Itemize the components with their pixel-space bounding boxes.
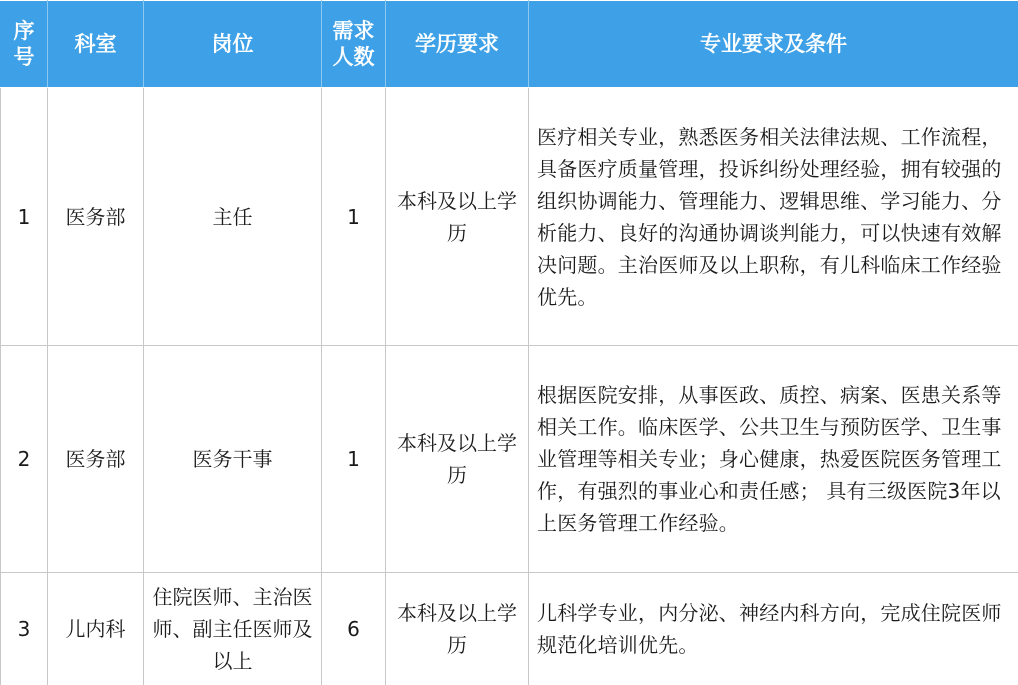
header-edu: 学历要求	[386, 1, 529, 88]
cell-num: 1	[322, 88, 386, 346]
cell-req: 儿科学专业，内分泌、神经内科方向，完成住院医师规范化培训优先。	[529, 573, 1018, 685]
cell-dept: 医务部	[48, 346, 144, 573]
header-num: 需求人数	[322, 1, 386, 88]
header-row	[1, 1, 1018, 88]
header-req: 专业要求及条件	[529, 1, 1018, 88]
cell-edu: 本科及以上学历	[386, 573, 529, 685]
table-header	[1, 1, 1018, 88]
cell-num: 6	[322, 573, 386, 685]
cell-post: 主任	[144, 88, 322, 346]
cell-edu: 本科及以上学历	[386, 88, 529, 346]
cell-num: 1	[322, 346, 386, 573]
table-row	[1, 88, 1018, 346]
header-no: 序号	[1, 1, 48, 88]
cell-post: 医务干事	[144, 346, 322, 573]
cell-no: 2	[1, 346, 48, 573]
cell-req: 根据医院安排，从事医政、质控、病案、医患关系等相关工作。临床医学、公共卫生与预防医学、卫生事业管理等相关专业；身心健康，热爱医院医务管理工作，有强烈的事业心和责任感； 具有三级医院3年以上医务管理工作经验。	[529, 346, 1018, 573]
header-post: 岗位	[144, 1, 322, 88]
cell-post: 住院医师、主治医师、副主任医师及以上	[144, 573, 322, 685]
cell-dept: 医务部	[48, 88, 144, 346]
cell-edu: 本科及以上学历	[386, 346, 529, 573]
cell-req: 医疗相关专业，熟悉医务相关法律法规、工作流程，具备医疗质量管理，投诉纠纷处理经验，拥有较强的组织协调能力、管理能力、逻辑思维、学习能力、分析能力、良好的沟通协调谈判能力，可以快速有效解决问题。主治医师及以上职称，有儿科临床工作经验优先。	[529, 88, 1018, 346]
table-row	[1, 573, 1018, 685]
header-dept: 科室	[48, 1, 144, 88]
cell-dept: 儿内科	[48, 573, 144, 685]
table-row	[1, 346, 1018, 573]
table-body	[1, 88, 1018, 685]
cell-no: 3	[1, 573, 48, 685]
cell-no: 1	[1, 88, 48, 346]
